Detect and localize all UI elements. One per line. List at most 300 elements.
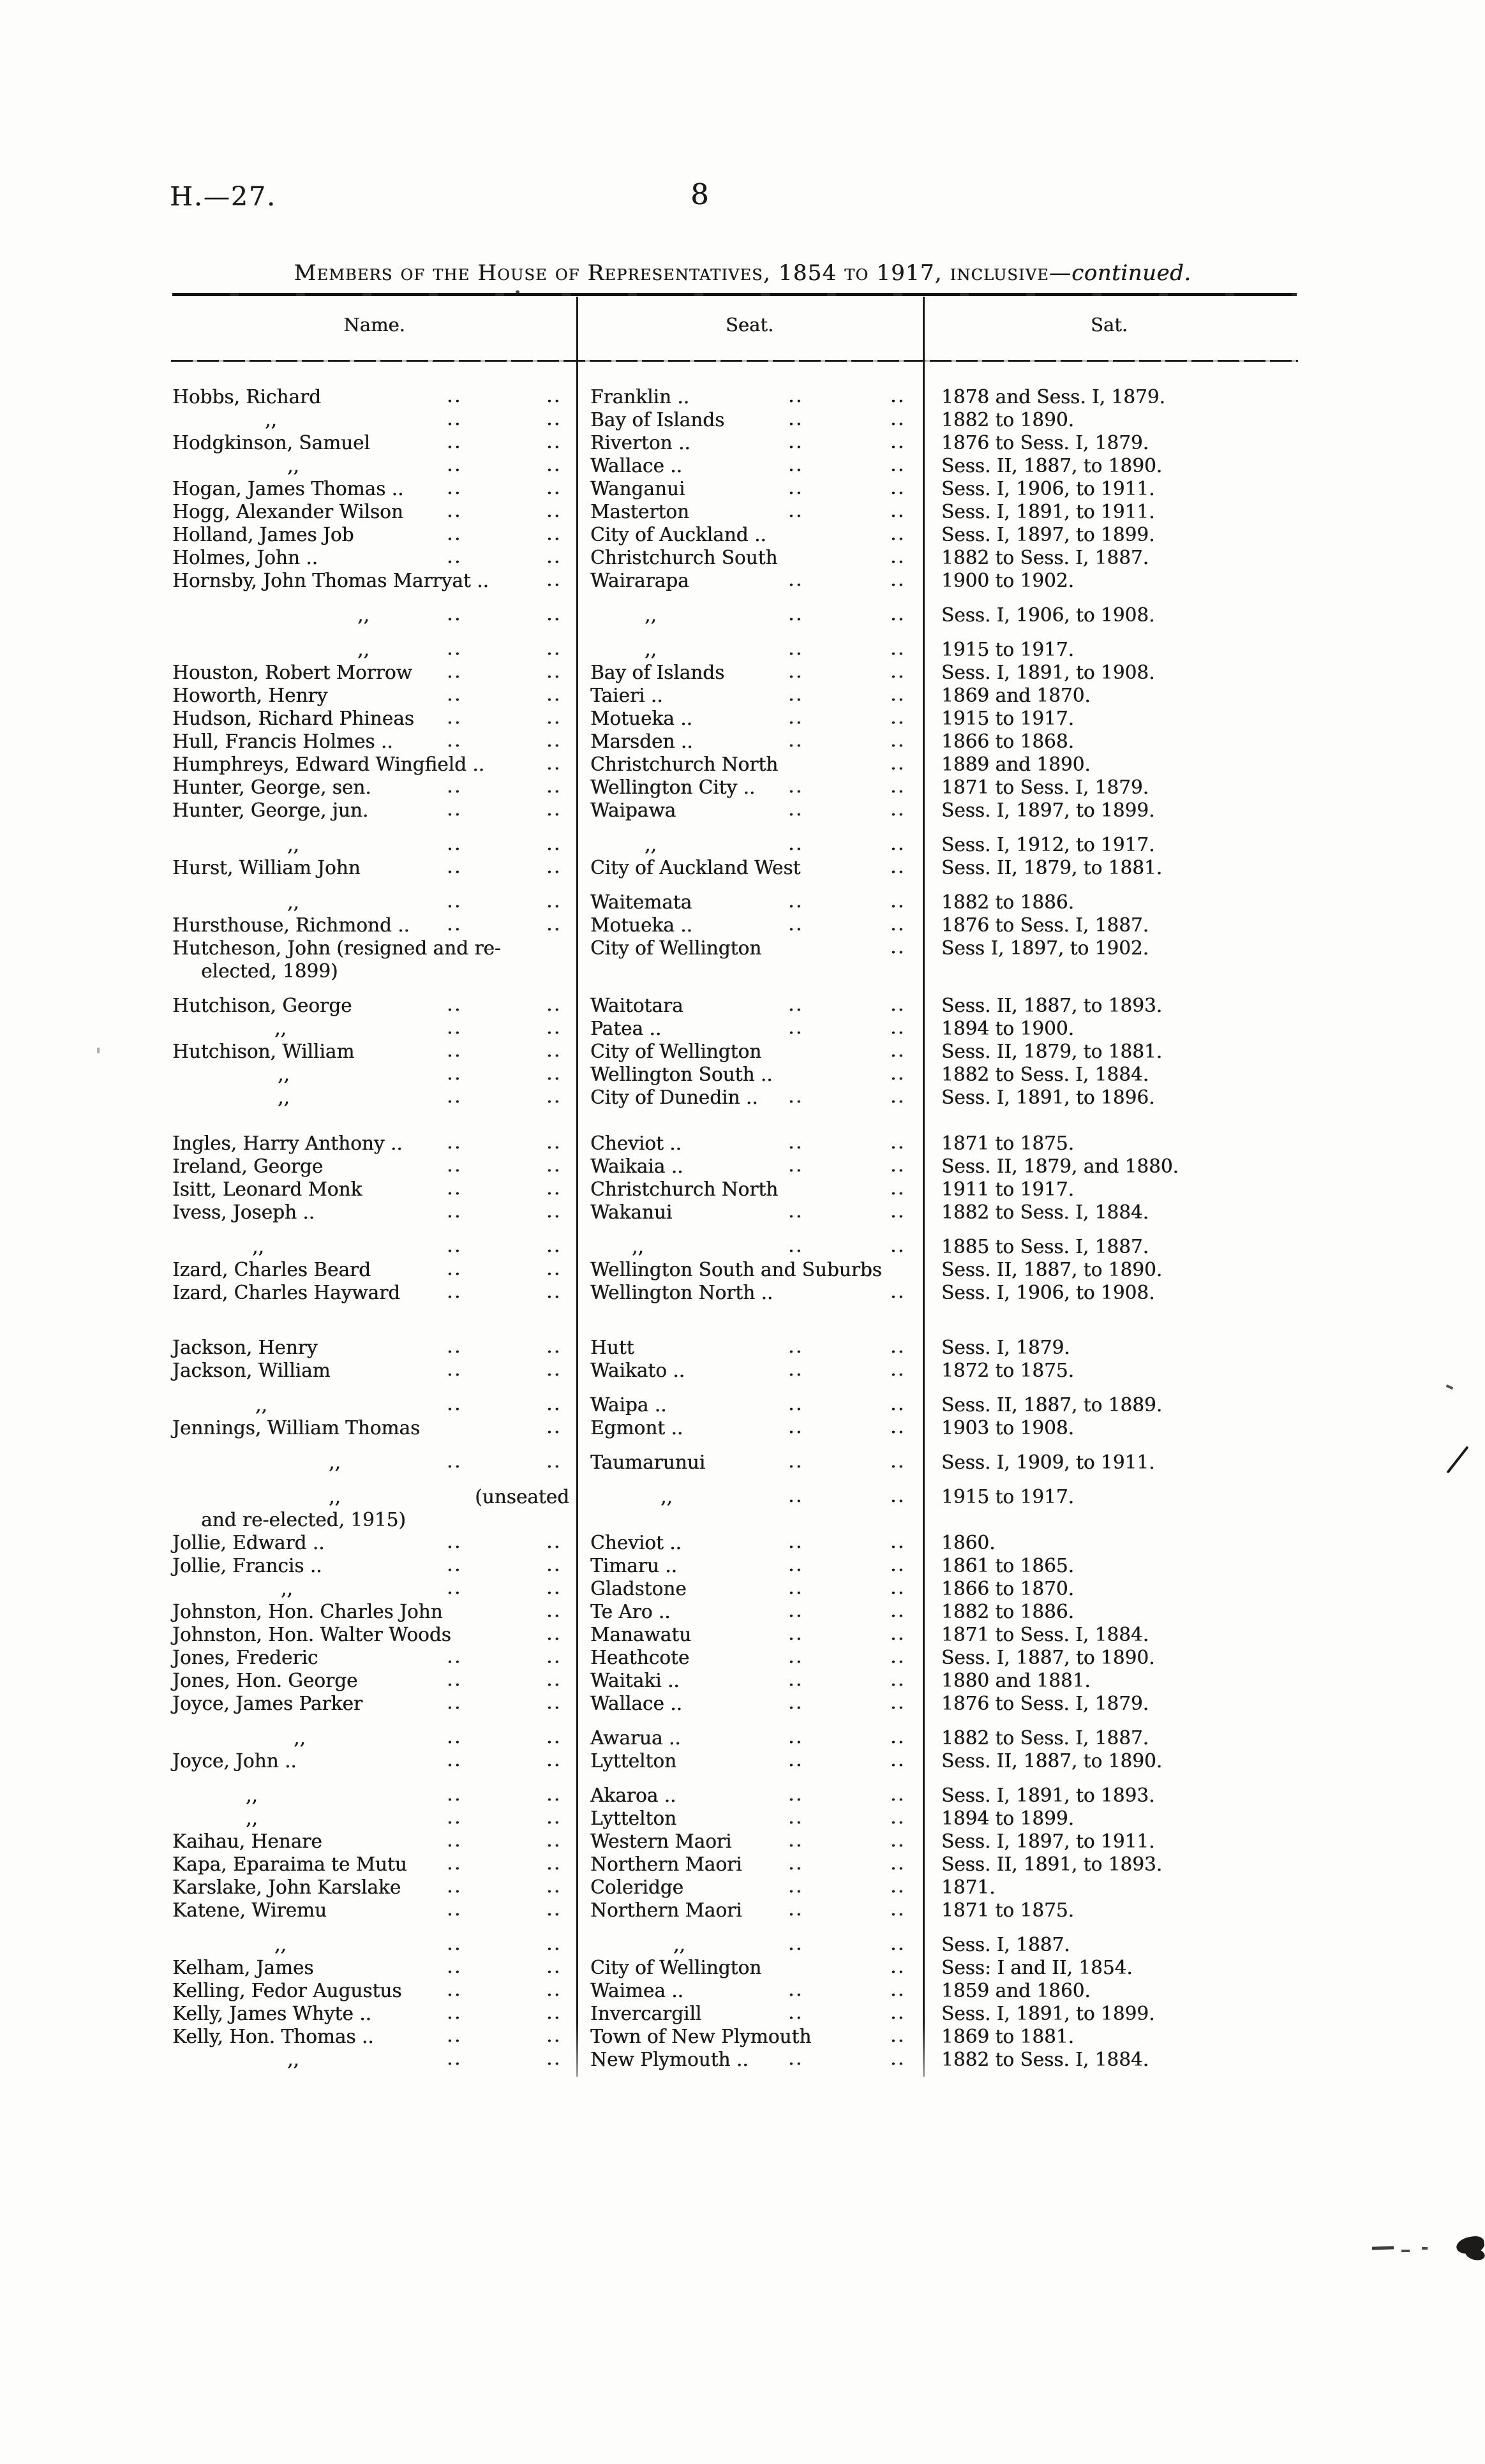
leader-dots: .. bbox=[890, 431, 906, 452]
sat-cell bbox=[941, 523, 1319, 546]
seat-cell bbox=[590, 799, 919, 822]
leader-dots: .. bbox=[447, 500, 462, 521]
table-row bbox=[166, 1451, 1321, 1474]
sat-cell bbox=[941, 1359, 1319, 1382]
ditto-mark: ,, bbox=[246, 1785, 258, 1806]
seat-name: Motueka .. bbox=[590, 708, 692, 729]
sat-value: 1915 to 1917. bbox=[941, 708, 1074, 729]
leader-dots: .. bbox=[546, 890, 562, 912]
sat-cell bbox=[941, 1201, 1319, 1224]
member-name-cell bbox=[172, 1063, 574, 1086]
seat-name: Coleridge bbox=[590, 1876, 683, 1898]
leader-dots: .. bbox=[447, 729, 462, 751]
sat-cell bbox=[941, 799, 1319, 822]
leader-dots: .. bbox=[546, 2047, 562, 2069]
table-row bbox=[166, 1554, 1321, 1577]
table-row bbox=[166, 1853, 1321, 1876]
sat-value: 1915 to 1917. bbox=[941, 1486, 1074, 1508]
member-name: Izard, Charles Hayward bbox=[172, 1282, 400, 1303]
table-row bbox=[166, 914, 1321, 937]
seat-cell bbox=[590, 385, 919, 408]
seat-cell bbox=[590, 891, 919, 914]
seat-cell bbox=[590, 1749, 919, 1772]
ditto-mark: ,, bbox=[329, 1486, 341, 1508]
member-name-cell bbox=[172, 1235, 574, 1258]
member-name: Kelly, James Whyte .. bbox=[172, 2003, 371, 2024]
leader-dots: .. bbox=[447, 1358, 462, 1380]
seat-cell bbox=[590, 1554, 919, 1577]
leader-dots: .. bbox=[447, 545, 462, 567]
seat-name: Franklin .. bbox=[590, 386, 690, 408]
seat-cell bbox=[590, 1086, 919, 1109]
member-name: Hogan, James Thomas .. bbox=[172, 478, 404, 500]
title-continued: continued. bbox=[1071, 260, 1191, 286]
table-row bbox=[166, 1784, 1321, 1807]
member-name: Ingles, Harry Anthony .. bbox=[172, 1132, 403, 1154]
member-name-cell bbox=[172, 1508, 574, 1531]
sat-cell bbox=[941, 684, 1319, 707]
leader-dots: .. bbox=[788, 500, 803, 521]
ditto-mark: ,, bbox=[265, 409, 277, 431]
sat-value: 1882 to Sess. I, 1887. bbox=[941, 547, 1149, 568]
leader-dots: .. bbox=[447, 1898, 462, 1920]
leader-dots: .. bbox=[546, 1358, 562, 1380]
document-reference: H.—27. bbox=[170, 181, 276, 212]
seat-cell bbox=[590, 707, 919, 730]
leader-dots: .. bbox=[890, 408, 906, 429]
leader-dots: .. bbox=[447, 1668, 462, 1690]
leader-dots: .. bbox=[890, 477, 906, 498]
sat-value: Sess. II, 1879, to 1881. bbox=[941, 857, 1163, 879]
table-row bbox=[166, 2002, 1321, 2025]
seat-cell bbox=[590, 1485, 919, 1508]
seat-name: Marsden .. bbox=[590, 731, 693, 752]
sat-value: Sess. I, 1897, to 1899. bbox=[941, 524, 1155, 545]
sat-value: Sess. I, 1887, to 1890. bbox=[941, 1647, 1155, 1668]
sat-value: 1871 to 1875. bbox=[941, 1899, 1074, 1921]
leader-dots: .. bbox=[546, 500, 562, 521]
sat-cell bbox=[941, 753, 1319, 776]
member-name-cell bbox=[172, 1623, 574, 1646]
page-number: 8 bbox=[690, 177, 709, 211]
ditto-mark: ,, bbox=[329, 1451, 341, 1473]
seat-name: Waimea .. bbox=[590, 1980, 683, 2001]
title-dash: — bbox=[1048, 260, 1072, 286]
title-main: Members of the House of Representatives, 1854 to 1917, inclusive bbox=[294, 260, 1049, 286]
column-header-sat: Sat. bbox=[1090, 314, 1128, 336]
seat-name: Waitemata bbox=[590, 891, 692, 913]
sat-value: 1882 to Sess. I, 1884. bbox=[941, 2049, 1149, 2070]
member-name-cell bbox=[172, 1178, 574, 1201]
seat-cell bbox=[590, 2025, 919, 2048]
sat-value: 1882 to Sess. I, 1884. bbox=[941, 1201, 1149, 1223]
leader-dots: .. bbox=[788, 568, 803, 590]
table-row bbox=[166, 1063, 1321, 1086]
leader-dots: .. bbox=[546, 706, 562, 728]
leader-dots: .. bbox=[890, 1875, 906, 1897]
leader-dots: .. bbox=[890, 385, 906, 406]
scan-mark bbox=[1446, 1384, 1454, 1390]
member-name: Holland, James Job bbox=[172, 524, 354, 545]
leader-dots: .. bbox=[546, 1956, 562, 1977]
seat-cell bbox=[590, 1178, 919, 1201]
table-row bbox=[166, 776, 1321, 799]
sat-value: Sess. II, 1887, to 1889. bbox=[941, 1394, 1163, 1416]
table-row bbox=[166, 1531, 1321, 1554]
leader-dots: .. bbox=[890, 1668, 906, 1690]
sat-value: 1860. bbox=[941, 1532, 996, 1554]
sat-value: Sess. I, 1906, to 1908. bbox=[941, 604, 1155, 626]
sat-value: 1872 to 1875. bbox=[941, 1360, 1074, 1381]
table-row bbox=[166, 569, 1321, 592]
seat-cell bbox=[590, 1258, 919, 1281]
seat-name: Northern Maori bbox=[590, 1853, 742, 1875]
leader-dots: .. bbox=[788, 1829, 803, 1851]
leader-dots: .. bbox=[890, 706, 906, 728]
leader-dots: .. bbox=[546, 856, 562, 877]
sat-value: 1900 to 1902. bbox=[941, 570, 1074, 591]
leader-dots: .. bbox=[546, 1062, 562, 1084]
leader-dots: .. bbox=[546, 1749, 562, 1770]
seat-cell bbox=[590, 1132, 919, 1155]
sat-cell bbox=[941, 1979, 1319, 2002]
ditto-mark: ,, bbox=[274, 1934, 287, 1956]
leader-dots: .. bbox=[890, 1726, 906, 1748]
leader-dots: .. bbox=[788, 1085, 803, 1107]
leader-dots: .. bbox=[788, 1450, 803, 1472]
leader-dots: .. bbox=[788, 798, 803, 820]
member-name-cell bbox=[172, 1979, 574, 2002]
leader-dots: .. bbox=[890, 2001, 906, 2023]
ditto-mark: ,, bbox=[274, 1018, 287, 1039]
member-name-cell bbox=[172, 1646, 574, 1669]
sat-value: Sess. I, 1912, to 1917. bbox=[941, 834, 1155, 856]
seat-name: Waipa .. bbox=[590, 1394, 667, 1416]
member-name: Jackson, Henry bbox=[172, 1337, 318, 1358]
sat-cell bbox=[941, 1155, 1319, 1178]
sat-cell bbox=[941, 1451, 1319, 1474]
seat-name: Waikato .. bbox=[590, 1360, 685, 1381]
member-name: Kapa, Eparaima te Mutu bbox=[172, 1853, 407, 1875]
seat-cell bbox=[590, 1063, 919, 1086]
member-name: Johnston, Hon. Charles John bbox=[172, 1601, 443, 1622]
seat-name: Manawatu bbox=[590, 1624, 692, 1645]
seat-name: Wellington North .. bbox=[590, 1282, 773, 1303]
leader-dots: .. bbox=[788, 1691, 803, 1713]
member-name-cell bbox=[172, 1577, 574, 1600]
seat-name: Akaroa .. bbox=[590, 1785, 676, 1806]
leader-dots: .. bbox=[447, 2047, 462, 2069]
leader-dots: .. bbox=[546, 1085, 562, 1107]
ditto-mark: ,, bbox=[294, 1727, 306, 1749]
leader-dots: .. bbox=[890, 1235, 906, 1256]
sat-value: 1871 to 1875. bbox=[941, 1132, 1074, 1154]
leader-dots: .. bbox=[546, 1668, 562, 1690]
seat-name: Waipawa bbox=[590, 799, 676, 821]
seat-name: Bay of Islands bbox=[590, 662, 725, 683]
column-header-seat: Seat. bbox=[725, 314, 774, 336]
table-row bbox=[166, 2048, 1321, 2071]
leader-dots: .. bbox=[447, 1258, 462, 1279]
table-row bbox=[166, 1623, 1321, 1646]
seat-cell bbox=[590, 1393, 919, 1416]
table-row bbox=[166, 385, 1321, 408]
leader-dots: .. bbox=[890, 1450, 906, 1472]
leader-dots: .. bbox=[890, 1531, 906, 1552]
table-row bbox=[166, 1336, 1321, 1359]
sat-cell bbox=[941, 604, 1319, 627]
seat-name: City of Wellington bbox=[590, 1041, 762, 1062]
leader-dots: .. bbox=[890, 775, 906, 797]
member-name-cell bbox=[172, 1040, 574, 1063]
table-row bbox=[166, 431, 1321, 454]
leader-dots: .. bbox=[546, 1554, 562, 1575]
member-name-note: (unseated bbox=[475, 1486, 569, 1508]
leader-dots: .. bbox=[447, 1335, 462, 1357]
leader-dots: .. bbox=[788, 454, 803, 475]
sat-value: 1894 to 1900. bbox=[941, 1018, 1074, 1039]
table-row bbox=[166, 1485, 1321, 1508]
scan-mark bbox=[1446, 1446, 1468, 1473]
leader-dots: .. bbox=[788, 1875, 803, 1897]
leader-dots: .. bbox=[788, 1235, 803, 1256]
leader-dots: .. bbox=[447, 706, 462, 728]
table-row bbox=[166, 1669, 1321, 1692]
seat-name: City of Dunedin .. bbox=[590, 1087, 758, 1108]
sat-cell bbox=[941, 1531, 1319, 1554]
sat-value: 1876 to Sess. I, 1879. bbox=[941, 432, 1149, 454]
leader-dots: .. bbox=[447, 1978, 462, 2000]
member-name: Karslake, John Karslake bbox=[172, 1876, 401, 1898]
member-name-cell bbox=[172, 960, 574, 983]
member-name: Jones, Hon. George bbox=[172, 1670, 358, 1691]
table-row bbox=[166, 1017, 1321, 1040]
seat-cell bbox=[590, 2048, 919, 2071]
member-name-cell bbox=[172, 1956, 574, 1979]
sat-cell bbox=[941, 891, 1319, 914]
leader-dots: .. bbox=[890, 1280, 906, 1302]
leader-dots: .. bbox=[546, 523, 562, 544]
seat-cell bbox=[590, 1600, 919, 1623]
leader-dots: .. bbox=[447, 1829, 462, 1851]
leader-dots: .. bbox=[447, 477, 462, 498]
table-row bbox=[166, 1692, 1321, 1715]
leader-dots: .. bbox=[546, 1875, 562, 1897]
member-name-cell bbox=[172, 1876, 574, 1899]
leader-dots: .. bbox=[546, 1393, 562, 1414]
leader-dots: .. bbox=[890, 454, 906, 475]
seat-name: Motueka .. bbox=[590, 914, 692, 936]
table-row bbox=[166, 477, 1321, 500]
table-row bbox=[166, 454, 1321, 477]
sat-value: 1911 to 1917. bbox=[941, 1178, 1074, 1200]
sat-cell bbox=[941, 1899, 1319, 1922]
leader-dots: .. bbox=[890, 1393, 906, 1414]
ditto-mark: ,, bbox=[287, 891, 299, 913]
leader-dots: .. bbox=[890, 752, 906, 774]
member-name-cell bbox=[172, 1132, 574, 1155]
seat-cell bbox=[590, 1577, 919, 1600]
leader-dots: .. bbox=[447, 1875, 462, 1897]
seat-cell bbox=[590, 1416, 919, 1439]
leader-dots: .. bbox=[890, 1645, 906, 1667]
seat-name: Heathcote bbox=[590, 1647, 690, 1668]
member-name-cell bbox=[172, 523, 574, 546]
leader-dots: .. bbox=[788, 833, 803, 854]
leader-dots: .. bbox=[447, 1131, 462, 1153]
member-name-cell bbox=[172, 500, 574, 523]
table-row bbox=[166, 1600, 1321, 1623]
table-row bbox=[166, 1359, 1321, 1382]
page-title bbox=[0, 260, 1485, 286]
leader-dots: .. bbox=[546, 454, 562, 475]
leader-dots: .. bbox=[447, 798, 462, 820]
ditto-mark: ,, bbox=[278, 1087, 290, 1108]
leader-dots: .. bbox=[890, 1016, 906, 1038]
seat-cell bbox=[590, 1807, 919, 1830]
leader-dots: .. bbox=[447, 1852, 462, 1874]
seat-cell bbox=[590, 1979, 919, 2002]
member-name-cell bbox=[172, 477, 574, 500]
leader-dots: .. bbox=[788, 637, 803, 659]
leader-dots: .. bbox=[890, 1039, 906, 1061]
leader-dots: .. bbox=[788, 913, 803, 935]
leader-dots: .. bbox=[546, 603, 562, 625]
leader-dots: .. bbox=[788, 775, 803, 797]
leader-dots: .. bbox=[788, 660, 803, 682]
sat-value: Sess: I and II, 1854. bbox=[941, 1957, 1133, 1978]
leader-dots: .. bbox=[890, 1933, 906, 1954]
sat-value: Sess. II, 1887, to 1890. bbox=[941, 1750, 1163, 1772]
member-name: Hursthouse, Richmond .. bbox=[172, 914, 410, 936]
leader-dots: .. bbox=[447, 1956, 462, 1977]
table-row bbox=[166, 799, 1321, 822]
member-name-cell bbox=[172, 937, 574, 960]
member-name: Joyce, James Parker bbox=[172, 1693, 362, 1714]
seat-cell bbox=[590, 1336, 919, 1359]
member-name: Hutchison, William bbox=[172, 1041, 355, 1062]
leader-dots: .. bbox=[447, 1154, 462, 1176]
leader-dots: .. bbox=[447, 1806, 462, 1828]
member-name-cell bbox=[172, 1336, 574, 1359]
member-name-cell bbox=[172, 1669, 574, 1692]
leader-dots: .. bbox=[788, 729, 803, 751]
member-name-cell bbox=[172, 799, 574, 822]
seat-cell bbox=[590, 661, 919, 684]
leader-dots: .. bbox=[546, 1235, 562, 1256]
leader-dots: .. bbox=[447, 1235, 462, 1256]
leader-dots: .. bbox=[546, 1622, 562, 1644]
seat-cell bbox=[590, 1669, 919, 1692]
leader-dots: .. bbox=[788, 1749, 803, 1770]
member-name-cell bbox=[172, 546, 574, 569]
leader-dots: .. bbox=[890, 1131, 906, 1153]
leader-dots: .. bbox=[546, 1933, 562, 1954]
leader-dots: .. bbox=[546, 798, 562, 820]
column-header-name: Name. bbox=[343, 314, 405, 336]
seat-cell bbox=[590, 1784, 919, 1807]
seat-cell bbox=[590, 1956, 919, 1979]
sat-cell bbox=[941, 730, 1319, 753]
scan-speck bbox=[97, 1048, 100, 1053]
leader-dots: .. bbox=[447, 913, 462, 935]
member-name: Hobbs, Richard bbox=[172, 386, 321, 408]
sat-cell bbox=[941, 1040, 1319, 1063]
table-row bbox=[166, 1577, 1321, 1600]
leader-dots: .. bbox=[788, 1416, 803, 1437]
sat-cell bbox=[941, 1178, 1319, 1201]
member-name-cell bbox=[172, 1600, 574, 1623]
seat-name: Wellington City .. bbox=[590, 776, 756, 798]
table-row bbox=[166, 1155, 1321, 1178]
member-name-cell bbox=[172, 914, 574, 937]
seat-name: Western Maori bbox=[590, 1830, 732, 1852]
sat-cell bbox=[941, 776, 1319, 799]
seat-cell bbox=[590, 937, 919, 960]
sat-value: 1876 to Sess. I, 1887. bbox=[941, 914, 1149, 936]
leader-dots: .. bbox=[890, 913, 906, 935]
leader-dots: .. bbox=[447, 1531, 462, 1552]
leader-dots: .. bbox=[447, 1645, 462, 1667]
seat-cell bbox=[590, 1155, 919, 1178]
seat-name: Wallace .. bbox=[590, 455, 682, 477]
leader-dots: .. bbox=[890, 890, 906, 912]
member-name-cell bbox=[172, 856, 574, 879]
leader-dots: .. bbox=[546, 637, 562, 659]
leader-dots: .. bbox=[546, 1577, 562, 1598]
leader-dots: .. bbox=[447, 1085, 462, 1107]
seat-cell bbox=[590, 408, 919, 431]
seat-name: Wellington South and Suburbs bbox=[590, 1259, 882, 1280]
leader-dots: .. bbox=[546, 1016, 562, 1038]
leader-dots: .. bbox=[890, 833, 906, 854]
member-name: Hornsby, John Thomas Marryat .. bbox=[172, 570, 489, 591]
member-name-cell bbox=[172, 385, 574, 408]
seat-name: Christchurch North bbox=[590, 1178, 779, 1200]
sat-cell bbox=[941, 1749, 1319, 1772]
sat-cell bbox=[941, 707, 1319, 730]
seat-cell bbox=[590, 1623, 919, 1646]
member-name: Ivess, Joseph .. bbox=[172, 1201, 315, 1223]
member-name-cell bbox=[172, 431, 574, 454]
leader-dots: .. bbox=[788, 2001, 803, 2023]
sat-cell bbox=[941, 1393, 1319, 1416]
sat-cell bbox=[941, 1017, 1319, 1040]
leader-dots: .. bbox=[788, 1554, 803, 1575]
leader-dots: .. bbox=[546, 775, 562, 797]
member-name-cell bbox=[172, 638, 574, 661]
member-name-continuation: and re-elected, 1915) bbox=[201, 1509, 406, 1531]
leader-dots: .. bbox=[447, 1450, 462, 1472]
ditto-mark: ,, bbox=[660, 1486, 673, 1508]
table-row bbox=[166, 684, 1321, 707]
seat-cell bbox=[590, 730, 919, 753]
seat-cell bbox=[590, 994, 919, 1017]
table-row bbox=[166, 1132, 1321, 1155]
member-name-cell bbox=[172, 1485, 574, 1508]
member-name-cell bbox=[172, 1451, 574, 1474]
seat-cell bbox=[590, 1017, 919, 1040]
member-name: Jollie, Edward .. bbox=[172, 1532, 325, 1554]
leader-dots: .. bbox=[788, 603, 803, 625]
leader-dots: .. bbox=[546, 1783, 562, 1805]
sat-value: Sess. I, 1891, to 1893. bbox=[941, 1785, 1155, 1806]
ditto-mark: ,, bbox=[281, 1578, 293, 1599]
leader-dots: .. bbox=[546, 568, 562, 590]
leader-dots: .. bbox=[788, 1898, 803, 1920]
seat-name: Waitotara bbox=[590, 995, 683, 1016]
leader-dots: .. bbox=[546, 1450, 562, 1472]
